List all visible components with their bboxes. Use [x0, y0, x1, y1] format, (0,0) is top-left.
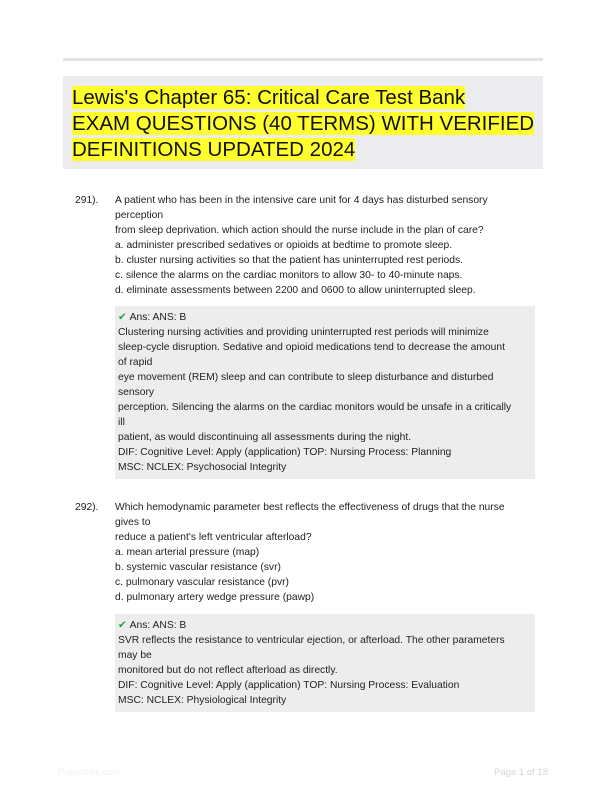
option-b: b. cluster nursing activities so that the patient has uninterrupted rest periods.: [115, 255, 463, 266]
answer-label: Ans: ANS: B: [129, 620, 187, 631]
title-line-2: EXAM QUESTIONS (40 TERMS) WITH VERIFIED: [72, 112, 535, 135]
answer-line: of rapid: [118, 357, 153, 368]
question-line: from sleep deprivation. which action should the nurse include in the plan of care?: [115, 225, 484, 236]
question-number: 292).: [75, 502, 99, 513]
answer-line: perception. Silencing the alarms on the cardiac monitors would be unsafe in a critically: [118, 402, 512, 413]
answer-box-292: [115, 614, 535, 712]
answer-line: Clustering nursing activities and providing uninterrupted rest periods will minimize: [118, 327, 489, 338]
question-number: 291).: [75, 195, 99, 206]
answer-line: may be: [118, 650, 152, 661]
question-line: A patient who has been in the intensive care unit for 4 days has disturbed sensory: [115, 195, 488, 206]
question-line: Which hemodynamic parameter best reflects the effectiveness of drugs that the nurse: [115, 502, 505, 513]
document-title: [72, 85, 535, 163]
answer-line: sensory: [118, 387, 155, 398]
question-text: [115, 500, 545, 605]
option-c: c. pulmonary vascular resistance (pvr): [115, 577, 289, 588]
option-d: d. pulmonary artery wedge pressure (pawp): [115, 592, 315, 603]
answer-line: eye movement (REM) sleep and can contribute to sleep disturbance and disturbed: [118, 372, 494, 383]
option-b: b. systemic vascular resistance (svr): [115, 562, 281, 573]
question-line: gives to: [115, 517, 151, 528]
answer-label: Ans: ANS: B: [129, 312, 187, 323]
top-divider: [63, 58, 543, 61]
answer-line: ill: [118, 417, 125, 428]
question-text: [115, 193, 545, 298]
option-a: a. mean arterial pressure (map): [115, 547, 260, 558]
checkmark-icon: ✔: [118, 312, 127, 323]
answer-metadata: DIF: Cognitive Level: Apply (application) TOP: Nursing Process: Evaluation: [118, 680, 460, 691]
document-title-box: [63, 76, 543, 169]
title-line-3: DEFINITIONS UPDATED 2024: [72, 138, 356, 161]
answer-box-291: [115, 306, 535, 479]
answer-metadata: MSC: NCLEX: Psychosocial Integrity: [118, 462, 287, 473]
answer-metadata: MSC: NCLEX: Physiological Integrity: [118, 695, 287, 706]
checkmark-icon: ✔: [118, 620, 127, 631]
question-line: perception: [115, 210, 164, 221]
answer-line: SVR reflects the resistance to ventricular ejection, or afterload. The other parameters: [118, 635, 505, 646]
option-d: d. eliminate assessments between 2200 and 0600 to allow uninterrupted sleep.: [115, 285, 476, 296]
page-number: Page 1 of 18: [494, 767, 548, 778]
answer-line: monitored but do not reflect afterload as directly.: [118, 665, 338, 676]
option-c: c. silence the alarms on the cardiac monitors to allow 30- to 40-minute naps.: [115, 270, 463, 281]
title-line-1: Lewis's Chapter 65: Critical Care Test Bank: [72, 86, 466, 109]
answer-header: [118, 310, 531, 325]
answer-metadata: DIF: Cognitive Level: Apply (application) TOP: Nursing Process: Planning: [118, 447, 452, 458]
answer-line: patient, as would discontinuing all assessments during the night.: [118, 432, 412, 443]
question-line: reduce a patient's left ventricular afterload?: [115, 532, 312, 543]
footer-watermark: Papertblic.com: [58, 767, 121, 778]
answer-line: sleep-cycle disruption. Sedative and opioid medications tend to decrease the amount: [118, 342, 505, 353]
option-a: a. administer prescribed sedatives or opioids at bedtime to promote sleep.: [115, 240, 453, 251]
answer-header: [118, 618, 531, 633]
